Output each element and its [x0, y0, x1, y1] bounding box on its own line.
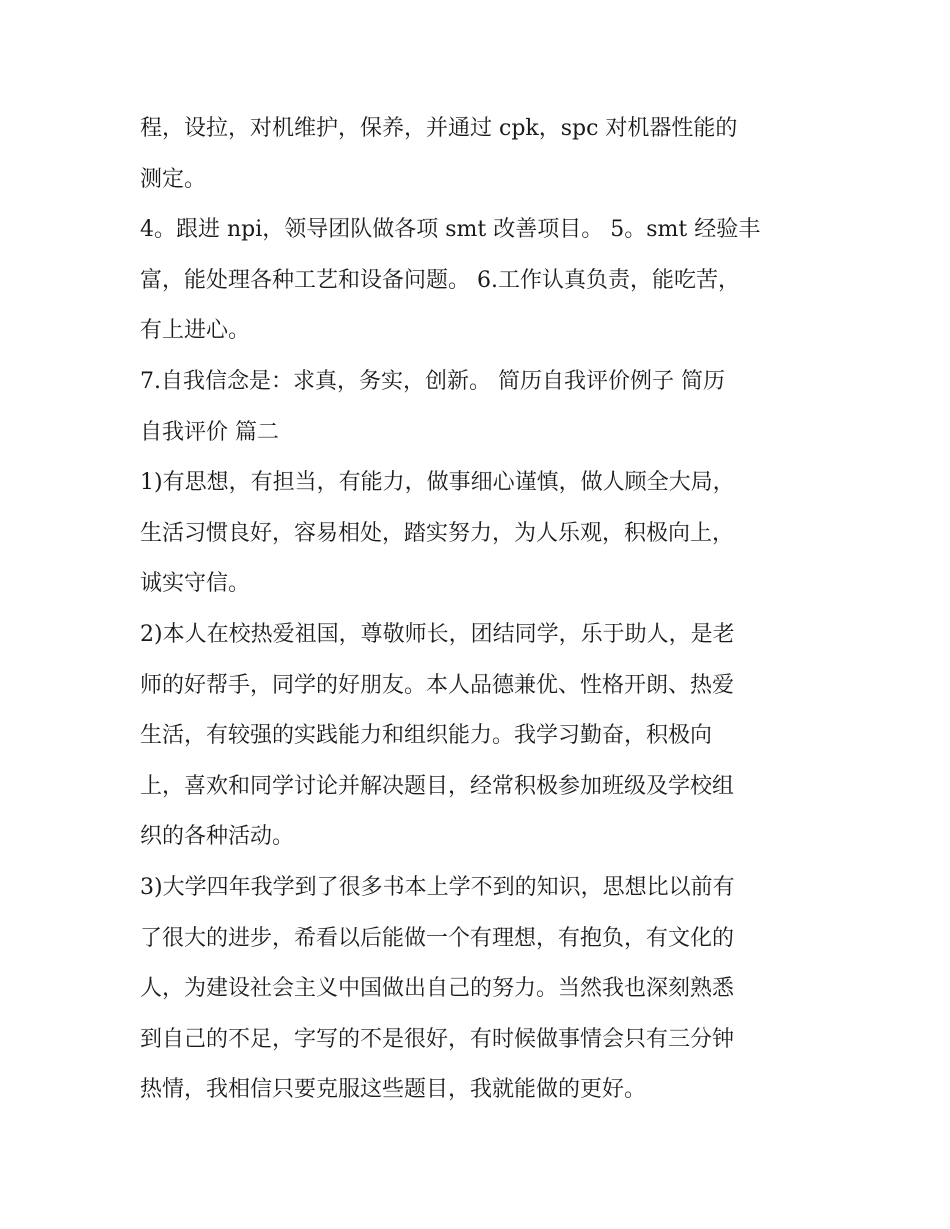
text-line: 生活习惯良好，容易相处，踏实努力，为人乐观，积极向上，: [140, 520, 735, 546]
text-line: 生活，有较强的实践能力和组织能力。我学习勤奋，积极向: [140, 723, 713, 749]
text-line: 4。跟进 npi，领导团队做各项 smt 改善项目。 5。smt 经验丰: [140, 217, 761, 243]
text-line: 师的好帮手，同学的好朋友。本人品德兼优、性格开朗、热爱: [140, 672, 735, 698]
text-line: 自我评价 篇二: [140, 419, 279, 445]
text-line: 织的各种活动。: [140, 824, 295, 850]
text-line: 诚实守信。: [140, 571, 251, 597]
text-line: 测定。: [140, 166, 207, 192]
text-line: 人，为建设社会主义中国做出自己的努力。当然我也深刻熟悉: [140, 976, 735, 1002]
text-line: 2)本人在校热爱祖国，尊敬师长，团结同学，乐于助人，是老: [140, 621, 735, 647]
text-line: 上，喜欢和同学讨论并解决题目，经常积极参加班级及学校组: [140, 773, 735, 799]
text-line: 程，设拉，对机维护，保养，并通过 cpk，spc 对机器性能的: [140, 116, 738, 141]
text-line: 7.自我信念是：求真，务实，创新。 简历自我评价例子 简历: [140, 368, 725, 394]
text-line: 了很大的进步，希看以后能做一个有理想，有抱负，有文化的: [140, 925, 735, 951]
text-line: 1)有思想，有担当，有能力，做事细心谨慎，做人顾全大局，: [140, 470, 735, 496]
text-line: 富，能处理各种工艺和设备问题。 6.工作认真负责，能吃苦，: [140, 267, 740, 293]
text-line: 到自己的不足，字写的不是很好，有时候做事情会只有三分钟: [140, 1026, 735, 1052]
text-line: 有上进心。: [140, 318, 251, 344]
body-text: [140, 104, 820, 1116]
text-line: 3)大学四年我学到了很多书本上学不到的知识，思想比以前有: [140, 874, 735, 900]
text-line: 热情，我相信只要克服这些题目，我就能做的更好。: [140, 1077, 647, 1103]
